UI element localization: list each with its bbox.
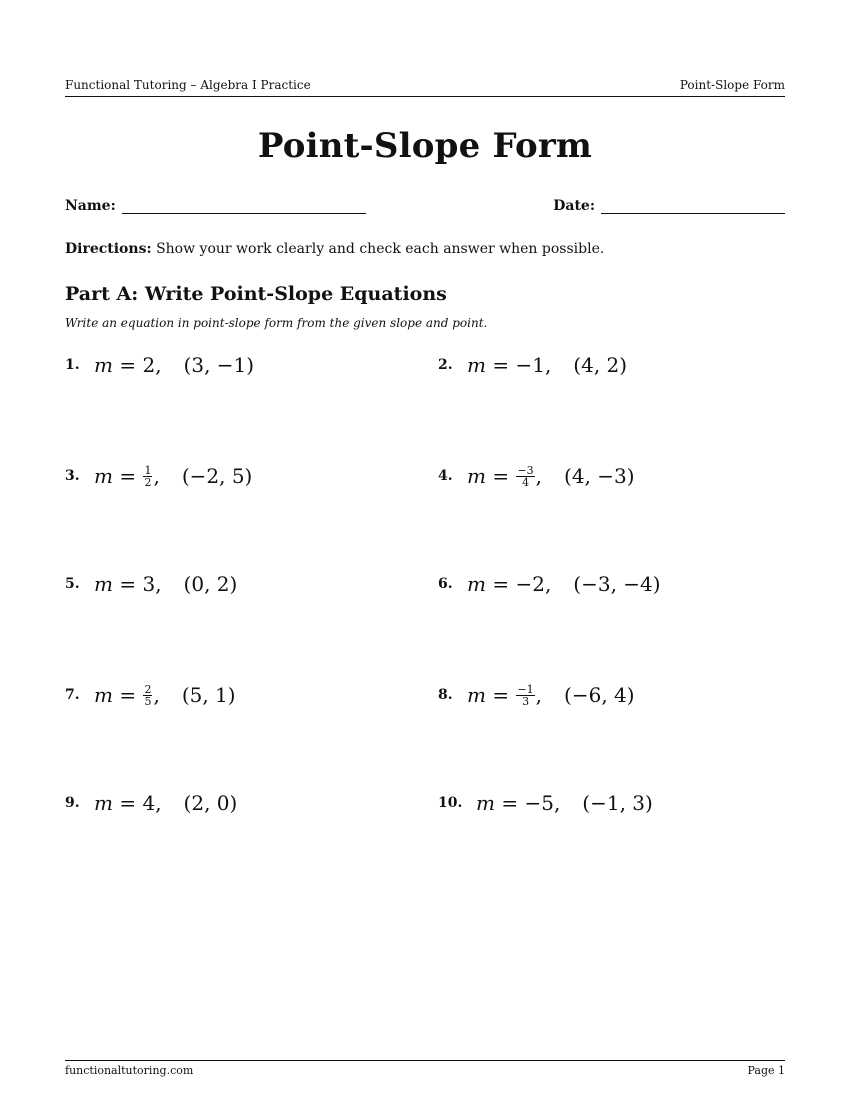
problem-math: m = $\frac{-1}{3}$ , (−6, 4)	[467, 682, 635, 708]
problem-number: 5.	[65, 576, 80, 592]
problem-number: 2.	[438, 357, 453, 373]
name-blank-line[interactable]	[122, 201, 366, 214]
problem-number: 8.	[438, 687, 453, 703]
problem-2	[438, 350, 627, 380]
problem-1	[65, 350, 254, 380]
problem-6	[438, 569, 661, 599]
page-number: Page 1	[747, 1064, 785, 1077]
point-value: (4, −3)	[564, 464, 635, 488]
point-value: (4, 2)	[573, 353, 628, 377]
problem-number: 1.	[65, 357, 80, 373]
name-field	[65, 198, 366, 214]
problem-number: 4.	[438, 468, 453, 484]
problem-math: m = $\frac{-3}{4}$ , (4, −3)	[467, 463, 635, 489]
slope-value: −2	[515, 572, 545, 596]
problem-math: m = 3 , (0, 2)	[94, 572, 238, 596]
problem-9	[65, 788, 237, 818]
slope-numerator: −3	[517, 463, 534, 477]
date-blank-line[interactable]	[601, 201, 785, 214]
problem-7	[65, 680, 236, 710]
problem-math: m = 2 , (3, −1)	[94, 353, 255, 377]
slope-denominator: 5	[144, 694, 152, 708]
directions-label: Directions:	[65, 241, 152, 257]
point-value: (2, 0)	[183, 791, 238, 815]
problem-4	[438, 461, 635, 491]
date-label: Date:	[553, 198, 595, 214]
problem-8	[438, 680, 635, 710]
slope-value: 2	[142, 353, 156, 377]
problem-math: m = −5 , (−1, 3)	[476, 791, 653, 815]
point-value: (0, 2)	[183, 572, 238, 596]
section-instructions: Write an equation in point-slope form from the given slope and point.	[65, 316, 488, 330]
point-value: (−6, 4)	[564, 683, 635, 707]
problem-math: m = 4 , (2, 0)	[94, 791, 238, 815]
slope-value: 4	[142, 791, 156, 815]
point-value: (−3, −4)	[573, 572, 661, 596]
problem-number: 3.	[65, 468, 80, 484]
problem-3	[65, 461, 252, 491]
problem-number: 10.	[438, 795, 463, 811]
directions	[65, 241, 604, 257]
slope-fraction	[516, 684, 534, 707]
slope-numerator: 1	[144, 463, 152, 477]
point-value: (3, −1)	[183, 353, 255, 377]
problem-math: m = $\frac{1}{2}$ , (−2, 5)	[94, 463, 253, 489]
slope-value: −1	[515, 353, 545, 377]
problem-math: m = $\frac{2}{5}$ , (5, 1)	[94, 682, 236, 708]
name-label: Name:	[65, 198, 116, 214]
page-title: Point-Slope Form	[257, 126, 593, 166]
problem-number: 7.	[65, 687, 80, 703]
running-footer	[65, 1060, 785, 1077]
slope-numerator: 2	[144, 682, 152, 696]
problem-10	[438, 788, 653, 818]
problem-number: 9.	[65, 795, 80, 811]
header-left: Functional Tutoring – Algebra I Practice	[65, 78, 311, 92]
point-value: (5, 1)	[181, 683, 236, 707]
slope-value: 3	[142, 572, 156, 596]
slope-fraction	[143, 465, 152, 488]
date-field	[553, 198, 785, 214]
slope-value: −5	[524, 791, 554, 815]
problem-math: m = −2 , (−3, −4)	[467, 572, 661, 596]
running-header	[65, 78, 785, 97]
point-value: (−1, 3)	[582, 791, 653, 815]
section-heading: Part A: Write Point-Slope Equations	[65, 283, 447, 305]
problem-number: 6.	[438, 576, 453, 592]
footer-website: functionaltutoring.com	[65, 1064, 194, 1077]
problem-5	[65, 569, 237, 599]
header-right: Point-Slope Form	[679, 78, 785, 92]
slope-denominator: 4	[522, 475, 530, 489]
slope-fraction	[516, 465, 534, 488]
point-value: (−2, 5)	[181, 464, 253, 488]
slope-denominator: 2	[144, 475, 152, 489]
directions-text: Show your work clearly and check each answer when possible.	[151, 241, 605, 257]
slope-fraction	[143, 684, 152, 707]
slope-denominator: 3	[522, 694, 530, 708]
problem-math: m = −1 , (4, 2)	[467, 353, 628, 377]
name-date-row	[65, 198, 785, 214]
slope-numerator: −1	[517, 682, 534, 696]
